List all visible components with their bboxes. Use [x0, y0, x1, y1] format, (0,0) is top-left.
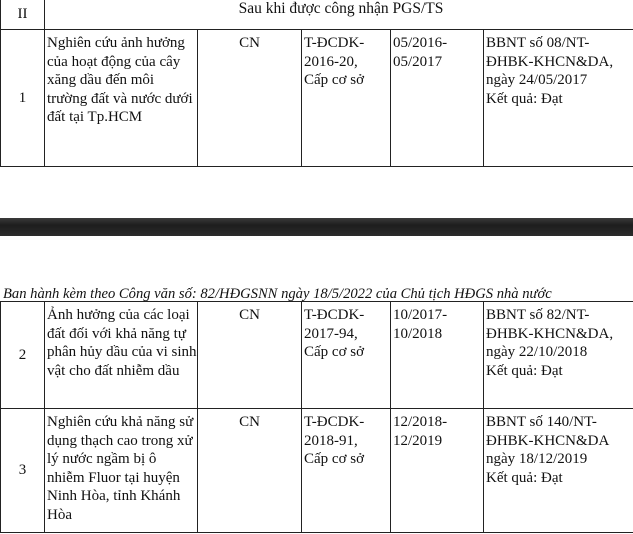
row-period: 10/2017-10/2018	[391, 302, 484, 409]
table-row	[1, 302, 633, 409]
section-title: Sau khi được công nhận PGS/TS	[45, 0, 633, 30]
page-break-bar	[0, 218, 633, 236]
row-code: T-ĐCDK-2016-20, Cấp cơ sở	[302, 30, 391, 167]
row-role: CN	[198, 30, 302, 167]
table-row	[1, 30, 633, 167]
row-minutes: BBNT số 140/NT-ĐHBK-KHCN&DA ngày 18/12/2019 Kết quả: Đạt	[484, 409, 633, 533]
section-roman: II	[1, 0, 45, 30]
row-stt: 2	[1, 302, 45, 409]
row-code: T-ĐCDK-2018-91, Cấp cơ sở	[302, 409, 391, 533]
row-period: 05/2016-05/2017	[391, 30, 484, 167]
row-title: Ảnh hưởng của các loại đất đối với khả năng tự phân hủy dầu của vi sinh vật cho đất nhiễm dầu	[45, 302, 198, 409]
row-code: T-ĐCDK-2017-94, Cấp cơ sở	[302, 302, 391, 409]
section-header-row	[1, 0, 633, 30]
projects-table-top	[0, 0, 633, 167]
document-note: Ban hành kèm theo Công văn số: 82/HĐGSNN ngày 18/5/2022 của Chủ tịch HĐGS nhà nước	[3, 286, 552, 302]
row-stt: 1	[1, 30, 45, 167]
row-title: Nghiên cứu ảnh hưởng của hoạt động của cây xăng dầu đến môi trường đất và nước dưới đất tại Tp.HCM	[45, 30, 198, 167]
projects-table-bottom	[0, 301, 633, 533]
row-minutes: BBNT số 08/NT-ĐHBK-KHCN&DA, ngày 24/05/2017 Kết quả: Đạt	[484, 30, 633, 167]
row-title: Nghiên cứu khả năng sử dụng thạch cao trong xử lý nước ngầm bị ô nhiễm Fluor tại huyện Ninh Hòa, tỉnh Khánh Hòa	[45, 409, 198, 533]
row-period: 12/2018-12/2019	[391, 409, 484, 533]
row-role: CN	[198, 302, 302, 409]
table-row	[1, 409, 633, 533]
row-stt: 3	[1, 409, 45, 533]
row-role: CN	[198, 409, 302, 533]
row-minutes: BBNT số 82/NT-ĐHBK-KHCN&DA, ngày 22/10/2018 Kết quả: Đạt	[484, 302, 633, 409]
